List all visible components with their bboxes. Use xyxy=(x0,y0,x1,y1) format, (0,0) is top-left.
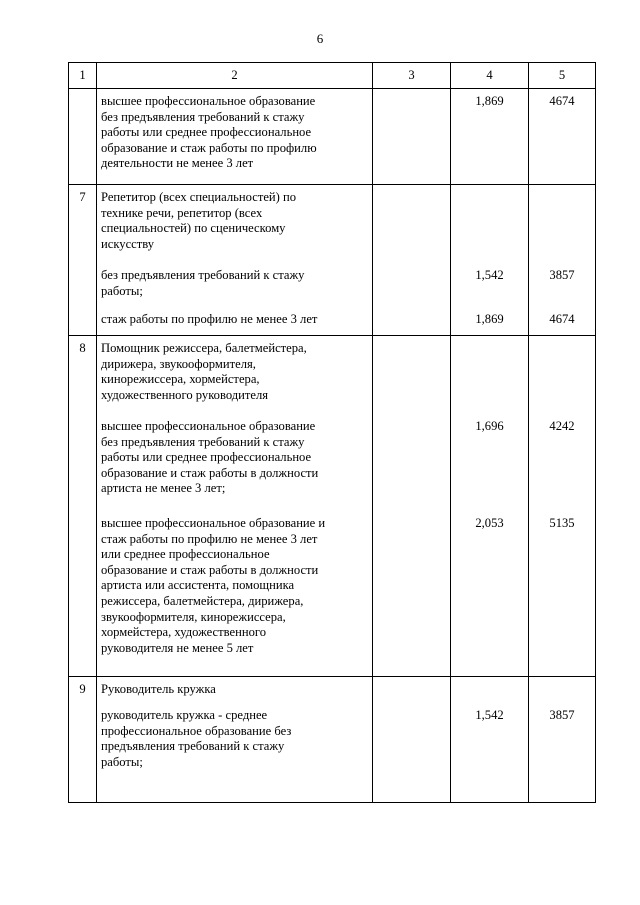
text-line: технике речи, репетитор (всех xyxy=(101,205,263,220)
text-line: деятельности не менее 3 лет xyxy=(101,156,254,171)
column-header: 5 xyxy=(529,63,596,89)
text-line: руководителя не менее 5 лет xyxy=(101,640,254,655)
requirement-block xyxy=(101,516,325,656)
text-line: высшее профессиональное образование и xyxy=(101,516,326,530)
text-line: искусству xyxy=(101,236,155,251)
text-line: звукооформителя, кинорежиссера, xyxy=(101,609,286,624)
requirement-block xyxy=(101,312,317,328)
text-line: высшее профессиональное образование xyxy=(101,94,316,108)
salary-cell xyxy=(529,677,596,803)
text-line: художественного руководителя xyxy=(101,387,269,402)
coefficient-value: 1,696 xyxy=(475,419,504,433)
salary-value: 3857 xyxy=(549,268,575,282)
table-row xyxy=(69,336,596,677)
qualification-text xyxy=(97,185,373,336)
salary-cell xyxy=(529,336,596,677)
coefficient-cell xyxy=(451,677,529,803)
table-row xyxy=(69,677,596,803)
requirement-block xyxy=(101,268,304,299)
requirement-block xyxy=(101,708,291,770)
text-line: Руководитель кружка xyxy=(101,682,216,696)
column-header: 2 xyxy=(97,63,373,89)
salary-value: 4242 xyxy=(549,419,575,433)
empty-cell xyxy=(373,677,451,803)
text-line: образование и стаж работы по профилю xyxy=(101,140,317,155)
text-line: дирижера, звукооформителя, xyxy=(101,356,256,371)
text-line: без предъявления требований к стажу xyxy=(101,434,305,449)
text-line: или среднее профессиональное xyxy=(101,547,270,562)
text-line: режиссера, балетмейстера, дирижера, xyxy=(101,593,304,608)
column-header: 1 xyxy=(69,63,97,89)
qualification-text xyxy=(97,336,373,677)
row-number xyxy=(69,89,97,185)
salary-value: 4674 xyxy=(549,94,575,108)
text-line: артиста или ассистента, помощника xyxy=(101,578,295,593)
text-line: без предъявления требований к стажу xyxy=(101,109,305,124)
text-line: образование и стаж работы в должности xyxy=(101,465,319,480)
coefficient-cell xyxy=(451,185,529,336)
position-title xyxy=(101,190,296,252)
coefficient-cell xyxy=(451,89,529,185)
column-header: 3 xyxy=(373,63,451,89)
text-line: руководитель кружка - среднее xyxy=(101,708,268,722)
coefficient-value: 1,542 xyxy=(475,268,504,282)
salary-value: 4674 xyxy=(549,312,575,326)
empty-cell xyxy=(373,89,451,185)
coefficient-value: 2,053 xyxy=(475,516,504,530)
requirement-block xyxy=(101,419,318,497)
text-line: стаж работы по профилю не менее 3 лет xyxy=(101,531,318,546)
empty-cell xyxy=(373,336,451,677)
header-row xyxy=(69,63,596,89)
table-row xyxy=(69,185,596,336)
row-number: 9 xyxy=(69,677,97,803)
salary-value: 3857 xyxy=(549,708,575,722)
row-number: 8 xyxy=(69,336,97,677)
empty-cell xyxy=(373,185,451,336)
salary-value: 5135 xyxy=(549,516,575,530)
qualification-text xyxy=(97,677,373,803)
coefficient-value: 1,542 xyxy=(475,708,504,722)
column-header: 4 xyxy=(451,63,529,89)
text-line: хормейстера, художественного xyxy=(101,625,267,640)
text-line: артиста не менее 3 лет; xyxy=(101,481,226,496)
salary-cell xyxy=(529,185,596,336)
page-number: 6 xyxy=(316,31,324,46)
text-line: работы или среднее профессиональное xyxy=(101,125,312,140)
text-line: образование и стаж работы в должности xyxy=(101,562,319,577)
coefficient-value: 1,869 xyxy=(475,94,504,108)
requirement-block xyxy=(101,94,317,172)
text-line: работы; xyxy=(101,754,143,769)
row-number: 7 xyxy=(69,185,97,336)
tariff-table xyxy=(68,62,596,803)
qualification-text xyxy=(97,89,373,185)
text-line: работы; xyxy=(101,283,143,298)
text-line: специальностей) по сценическому xyxy=(101,221,286,236)
text-line: предъявления требований к стажу xyxy=(101,739,285,754)
text-line: высшее профессиональное образование xyxy=(101,419,316,433)
salary-cell xyxy=(529,89,596,185)
table-row xyxy=(69,89,596,185)
coefficient-cell xyxy=(451,336,529,677)
text-line: Помощник режиссера, балетмейстера, xyxy=(101,341,307,355)
position-title xyxy=(101,682,216,698)
text-line: Репетитор (всех специальностей) по xyxy=(101,190,297,204)
text-line: профессиональное образование без xyxy=(101,723,292,738)
text-line: стаж работы по профилю не менее 3 лет xyxy=(101,312,318,326)
coefficient-value: 1,869 xyxy=(475,312,504,326)
text-line: без предъявления требований к стажу xyxy=(101,268,305,282)
position-title xyxy=(101,341,307,403)
text-line: работы или среднее профессиональное xyxy=(101,450,312,465)
text-line: кинорежиссера, хормейстера, xyxy=(101,372,260,387)
